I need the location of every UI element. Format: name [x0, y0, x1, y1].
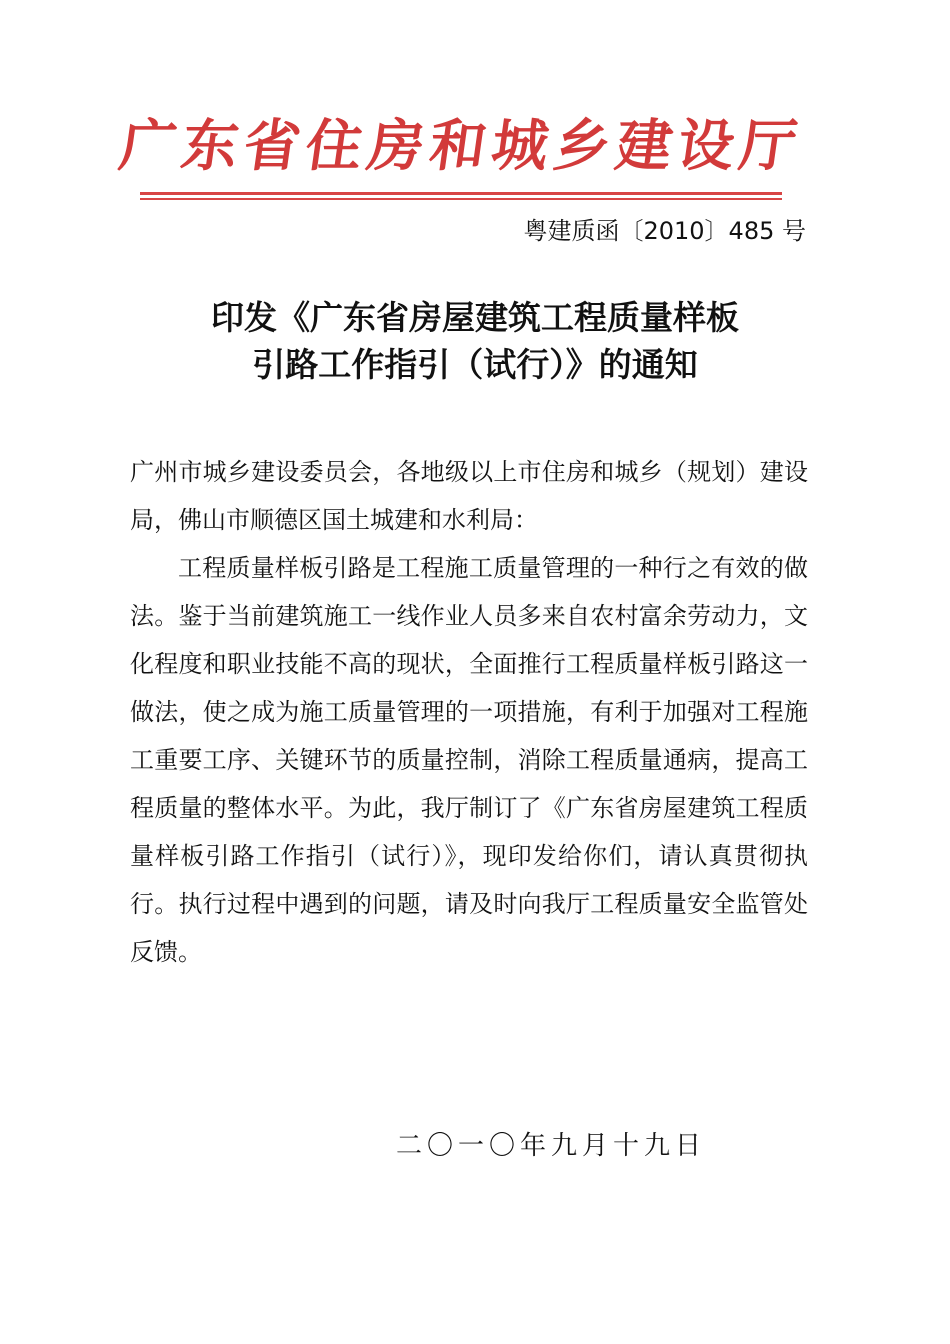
title-line-1: 印发《广东省房屋建筑工程质量样板: [211, 298, 739, 337]
body-paragraph: 工程质量样板引路是工程施工质量管理的一种行之有效的做法。鉴于当前建筑施工一线作业人员多来自农村富余劳动力，文化程度和职业技能不高的现状，全面推行工程质量样板引路这一做法，使之成为施工质量管理的一项措施，有利于加强对工程施工重要工序、关键环节的质量控制，消除工程质量通病，提高工程质量的整体水平。为此，我厅制订了《广东省房屋建筑工程质量样板引路工作指引（试行）》，现印发给你们，请认真贯彻执行。执行过程中遇到的问题，请及时向我厅工程质量安全监管处反馈。: [130, 554, 808, 966]
letterhead-rule-thick: [140, 192, 782, 195]
agency-name: 广东省住房和城乡建设厅: [115, 113, 807, 179]
document-title: [110, 294, 840, 388]
letterhead: [115, 108, 807, 184]
salutation: 广州市城乡建设委员会，各地级以上市住房和城乡（规划）建设局，佛山市顺德区国土城建和水利局：: [130, 458, 808, 534]
title-line-2: 引路工作指引（试行）》的通知: [252, 345, 698, 384]
document-number: 粤建质函〔2010〕485 号: [523, 217, 806, 245]
issue-date: 二〇一〇年九月十九日: [396, 1131, 707, 1161]
letterhead-rule-thin: [140, 198, 782, 200]
document-body: [130, 448, 808, 976]
